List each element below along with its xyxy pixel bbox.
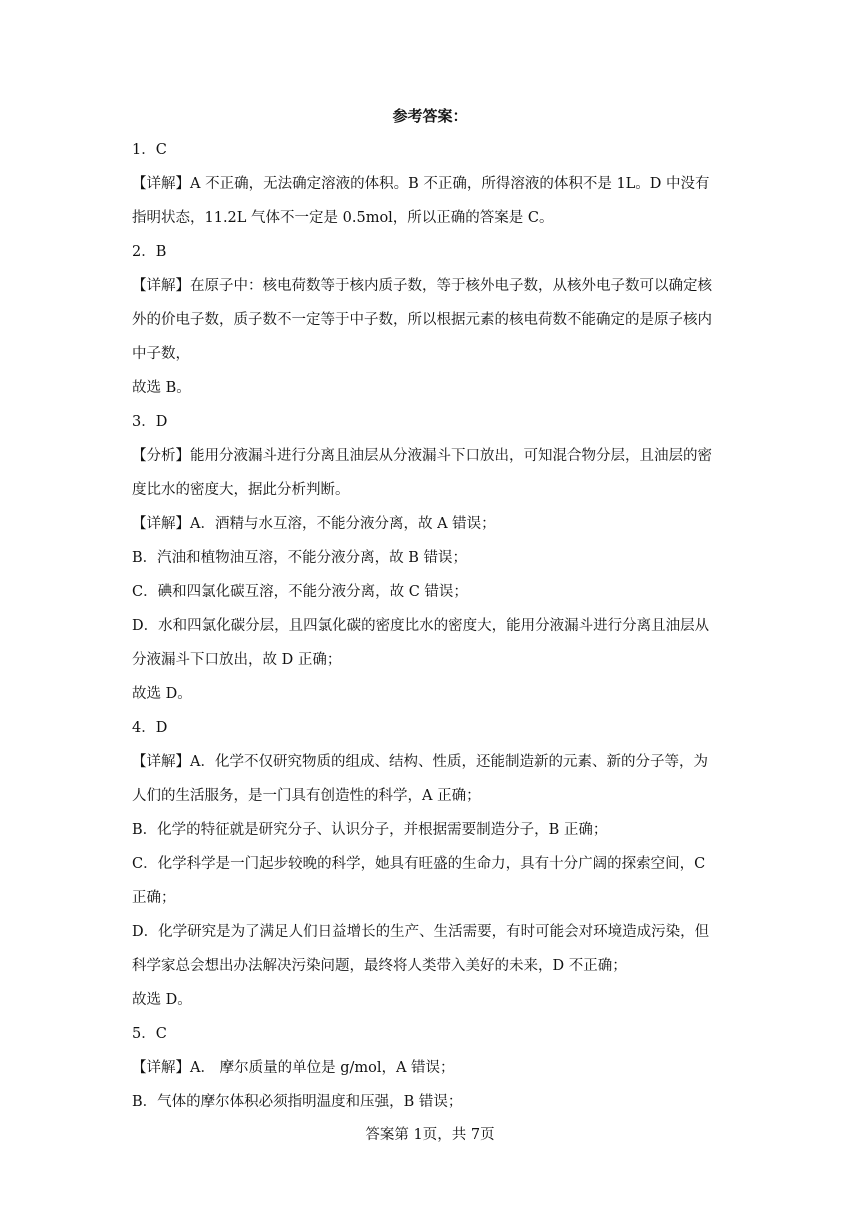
answer-line: 故选 D。 [132, 992, 192, 1008]
answer-line: 【分析】能用分液漏斗进行分离且油层从分液漏斗下口放出，可知混合物分层，且油层的密 [132, 448, 712, 464]
answer-line: 指明状态，11.2L 气体不一定是 0.5mol，所以正确的答案是 C。 [132, 210, 554, 226]
answer-line: 5．C [132, 1026, 167, 1042]
answer-line: 正确； [132, 890, 176, 906]
answer-line: B．气体的摩尔体积必须指明温度和压强，B 错误； [132, 1094, 463, 1110]
answer-line: C．化学科学是一门起步较晚的科学，她具有旺盛的生命力，具有十分广阔的探索空间，C [132, 856, 706, 872]
answer-line: 【详解】A．酒精与水互溶，不能分液分离，故 A 错误； [132, 516, 496, 532]
answer-line: 【详解】A 不正确，无法确定溶液的体积。B 不正确，所得溶液的体积不是 1L。D 中没有 [132, 176, 710, 192]
answer-line: 【详解】在原子中：核电荷数等于核内质子数，等于核外电子数，从核外电子数可以确定核 [132, 278, 712, 294]
answer-content [132, 133, 732, 1119]
answer-line: 【详解】A． 摩尔质量的单位是 g/mol，A 错误； [132, 1060, 455, 1076]
answer-line: 分液漏斗下口放出，故 D 正确； [132, 652, 342, 668]
answer-line: 故选 B。 [132, 380, 191, 396]
answer-line: B．汽油和植物油互溶，不能分液分离，故 B 错误； [132, 550, 468, 566]
answer-line: 外的价电子数，质子数不一定等于中子数，所以根据元素的核电荷数不能确定的是原子核内 [132, 312, 712, 328]
answer-line: 度比水的密度大，据此分析判断。 [132, 482, 350, 498]
answer-line: D．水和四氯化碳分层，且四氯化碳的密度比水的密度大，能用分液漏斗进行分离且油层从 [132, 618, 710, 634]
answer-line: B．化学的特征就是研究分子、认识分子，并根据需要制造分子，B 正确； [132, 822, 608, 838]
page-footer: 答案第 1页，共 7页 [365, 1127, 495, 1143]
answer-line: 1．C [132, 142, 167, 158]
answer-line: 3．D [132, 414, 168, 430]
answer-line: 科学家总会想出办法解决污染问题，最终将人类带入美好的未来，D 不正确； [132, 958, 627, 974]
answer-line: C．碘和四氯化碳互溶，不能分液分离，故 C 错误； [132, 584, 468, 600]
answer-line: 4．D [132, 720, 168, 736]
page-title: 参考答案： [392, 107, 468, 125]
answer-line: 人们的生活服务，是一门具有创造性的科学，A 正确； [132, 788, 481, 804]
answer-line: 故选 D。 [132, 686, 192, 702]
answer-line: 【详解】A．化学不仅研究物质的组成、结构、性质，还能制造新的元素、新的分子等，为 [132, 754, 708, 770]
answer-line: 2．B [132, 244, 167, 260]
answer-line: 中子数， [132, 346, 190, 362]
answer-line: D．化学研究是为了满足人们日益增长的生产、生活需要，有时可能会对环境造成污染，但 [132, 924, 710, 940]
